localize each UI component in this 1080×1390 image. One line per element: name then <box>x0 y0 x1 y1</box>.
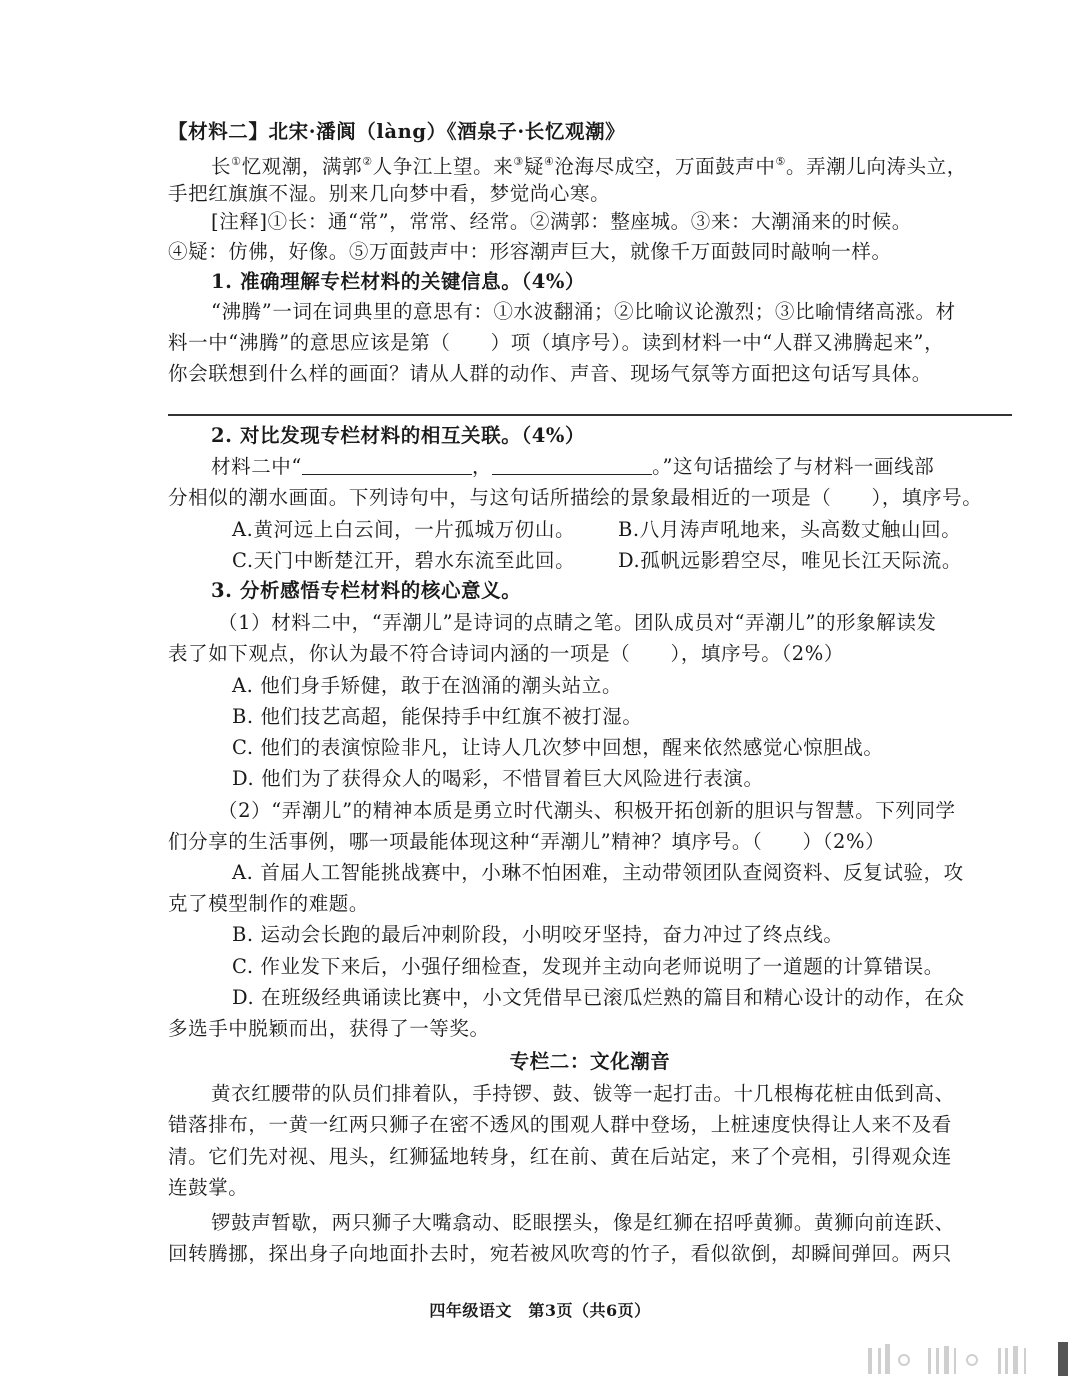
q2-option-b: B.八月涛声吼地来，头高数丈触山回。 <box>618 518 962 541</box>
q1-line-1: “沸腾”一词在词典里的意思有：①水波翻涌；②比喻议论激烈；③比喻情绪高涨。材 <box>211 300 956 323</box>
q3-2-option-b: B. 运动会长跑的最后冲刺阶段，小明咬牙坚持，奋力冲过了终点线。 <box>232 923 844 946</box>
q2-title: 2. 对比发现专栏材料的相互关联。（4%） <box>211 424 586 447</box>
q3-2-option-d-2: 多选手中脱颖而出，获得了一等奖。 <box>168 1017 490 1040</box>
q2-option-c: C.天门中断楚江开，碧水东流至此回。 <box>232 549 576 572</box>
q3-2-option-c: C. 作业发下来后，小强仔细检查，发现并主动向老师说明了一道题的计算错误。 <box>232 955 944 978</box>
answer-line[interactable] <box>168 414 1012 416</box>
q3-title: 3. 分析感悟专栏材料的核心意义。 <box>211 579 522 602</box>
q1-line-3: 你会联想到什么样的画面？请从人群的动作、声音、现场气氛等方面把这句话写具体。 <box>168 362 932 385</box>
watermark-icon <box>868 1340 1080 1380</box>
q3-2-option-d-1: D. 在班级经典诵读比赛中，小文凭借早已滚瓜烂熟的篇目和精心设计的动作，在众 <box>232 986 965 1009</box>
q3-2-line-2: 们分享的生活事例，哪一项最能体现这种“弄潮儿”精神？填序号。（ ）（2%） <box>168 830 886 853</box>
column2-para1-line-4: 连鼓掌。 <box>168 1176 249 1199</box>
q2-line-2: 分相似的潮水画面。下列诗句中，与这句话所描绘的景象最相近的一项是（ ），填序号。 <box>168 486 983 509</box>
fill-blank-1[interactable] <box>302 452 472 475</box>
poem-line-1: 长①忆观潮，满郭②人争江上望。来③疑④沧海尽成空，万面鼓声中⑤。弄潮儿向涛头立， <box>211 155 967 178</box>
q3-1-option-b: B. 他们技艺高超，能保持手中红旗不被打湿。 <box>232 705 643 728</box>
q3-1-option-c: C. 他们的表演惊险非凡，让诗人几次梦中回想，醒来依然感觉心惊胆战。 <box>232 736 884 759</box>
poem-line-2: 手把红旗旗不湿。别来几向梦中看，梦觉尚心寒。 <box>168 182 611 205</box>
q2-line-1: 材料二中“ ， 。”这句话描绘了与材料一画线部 <box>211 451 934 483</box>
q1-title: 1. 准确理解专栏材料的关键信息。（4%） <box>211 270 586 293</box>
q3-1-line-2: 表了如下观点，你认为最不符合诗词内涵的一项是（ ），填序号。（2%） <box>168 642 844 665</box>
column2-para1-line-1: 黄衣红腰带的队员们排着队，手持锣、鼓、钹等一起打击。十几根梅花桩由低到高、 <box>211 1082 955 1105</box>
fill-blank-2[interactable] <box>492 452 652 475</box>
q2-option-d: D.孤帆远影碧空尽，唯见长江天际流。 <box>618 549 962 572</box>
q3-2-line-1: （2）“弄潮儿”的精神本质是勇立时代潮头、积极开拓创新的胆识与智慧。下列同学 <box>218 799 956 822</box>
q3-1-line-1: （1）材料二中，“弄潮儿”是诗词的点睛之笔。团队成员对“弄潮儿”的形象解读发 <box>218 611 937 634</box>
column2-title: 专栏二：文化潮音 <box>509 1050 671 1073</box>
column2-para2-line-1: 锣鼓声暂歇，两只狮子大嘴翕动、眨眼摆头，像是红狮在招呼黄狮。黄狮向前连跃、 <box>211 1211 955 1234</box>
q3-1-option-d: D. 他们为了获得众人的喝彩，不惜冒着巨大风险进行表演。 <box>232 767 764 790</box>
q3-2-option-a-1: A. 首届人工智能挑战赛中，小琳不怕困难，主动带领团队查阅资料、反复试验，攻 <box>232 861 964 884</box>
material2-heading: 【材料二】北宋·潘阆（làng）《酒泉子·长忆观潮》 <box>168 120 626 143</box>
page-footer: 四年级语文 第3页（共6页） <box>429 1301 651 1320</box>
q3-1-option-a: A. 他们身手矫健，敢于在汹涌的潮头站立。 <box>232 674 623 697</box>
q1-line-2: 料一中“沸腾”的意思应该是第（ ）项（填序号）。读到材料一中“人群又沸腾起来”， <box>168 331 945 354</box>
q3-2-option-a-2: 克了模型制作的难题。 <box>168 892 370 915</box>
column2-para1-line-2: 错落排布，一黄一红两只狮子在密不透风的围观人群中登场，上桩速度快得让人来不及看 <box>168 1113 952 1136</box>
notes-line-2: ④疑：仿佛，好像。⑤万面鼓声中：形容潮声巨大，就像千万面鼓同时敲响一样。 <box>168 240 892 263</box>
column2-para1-line-3: 清。它们先对视、甩头，红狮猛地转身，红在前、黄在后站定，来了个亮相，引得观众连 <box>168 1145 952 1168</box>
q2-option-a: A.黄河远上白云间，一片孤城万仞山。 <box>232 518 576 541</box>
column2-para2-line-2: 回转腾挪，探出身子向地面扑去时，宛若被风吹弯的竹子，看似欲倒，却瞬间弹回。两只 <box>168 1242 952 1265</box>
notes-line-1: [注释]①长：通“常”，常常、经常。②满郭：整座城。③来：大潮涌来的时候。 <box>211 210 912 233</box>
